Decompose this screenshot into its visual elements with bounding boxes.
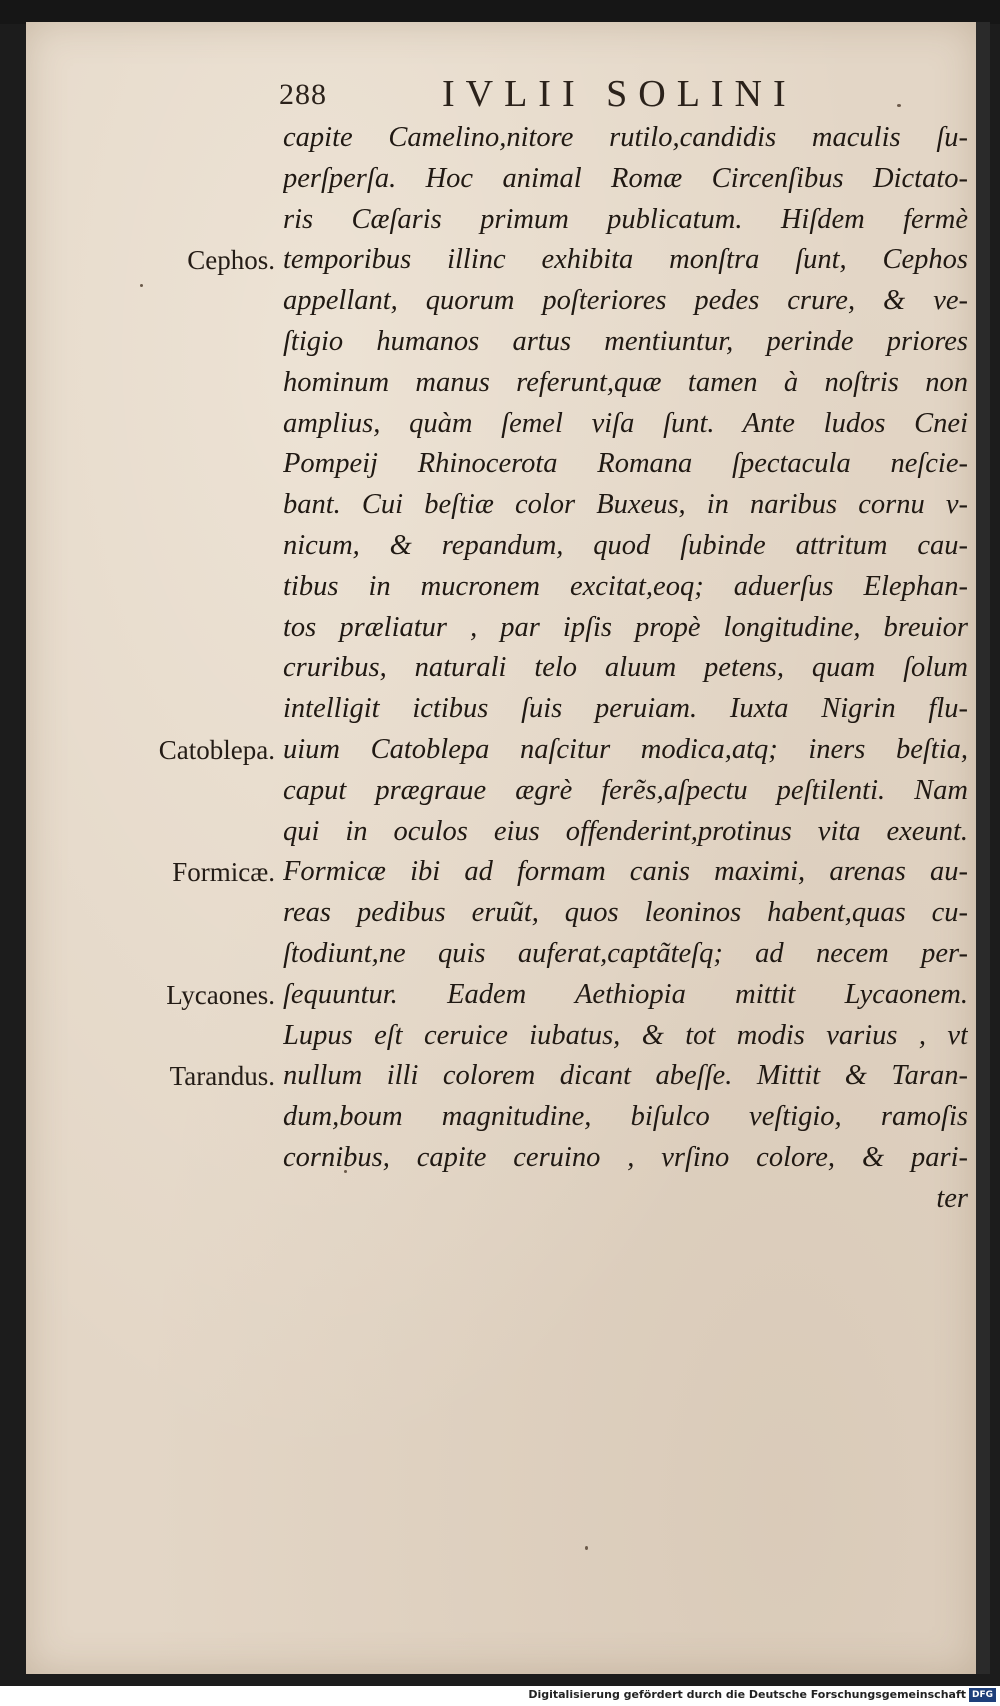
text-line: nicum, & repandum, quod ſubinde attritum cau- xyxy=(283,529,968,561)
ink-speck xyxy=(897,104,901,107)
text-line: bant. Cui beſtiæ color Buxeus, in naribus cornu v- xyxy=(283,489,968,521)
text-line: ſequuntur. Eadem Aethiopia mittit Lycaonem. xyxy=(283,978,968,1010)
text-line: amplius, quàm ſemel viſa ſunt. Ante ludos Cnei xyxy=(283,407,968,439)
text-line: perſperſa. Hoc animal Romæ Circenſibus Dictato- xyxy=(283,162,968,194)
text-line: appellant, quorum poſteriores pedes crure, & ve- xyxy=(283,285,968,317)
text-line: Pompeij Rhinocerota Romana ſpectacula neſcie- xyxy=(283,448,968,480)
text-line: hominum manus referunt,quæ tamen à noſtris non xyxy=(283,366,968,398)
marginal-note: Lycaones. xyxy=(166,979,275,1010)
ink-speck xyxy=(585,1546,588,1550)
scan-border-top xyxy=(0,0,1000,24)
ink-speck xyxy=(140,284,143,287)
dfg-logo-icon: DFG xyxy=(969,1688,996,1702)
text-line: nullum illi colorem dicant abeſſe. Mittit & Taran- xyxy=(283,1060,968,1092)
marginal-note: Formicæ. xyxy=(172,857,275,888)
text-line: tos præliatur , par ipſis propè longitudine, breuior xyxy=(283,611,968,643)
page-number: 288 xyxy=(279,78,327,111)
text-line: cornibus, capite ceruino , vrſino colore, & pari- xyxy=(283,1141,968,1173)
text-line: ter xyxy=(936,1182,968,1214)
text-line: Lupus eſt ceruice iubatus, & tot modis varius , vt xyxy=(283,1019,968,1051)
marginal-note: Tarandus. xyxy=(169,1061,275,1092)
scan-border-right xyxy=(976,22,990,1674)
running-head xyxy=(279,72,839,118)
text-line: Formicæ ibi ad formam canis maximi, arenas au- xyxy=(283,856,968,888)
running-title: IVLII SOLINI xyxy=(442,73,797,115)
text-line: caput prægraue ægrè ferẽs,aſpectu peſtilenti. Nam xyxy=(283,774,968,806)
marginal-note: Cephos. xyxy=(187,245,275,276)
text-line: temporibus illinc exhibita monſtra ſunt, Cephos xyxy=(283,244,968,276)
text-line: uium Catoblepa naſcitur modica,atq; iners beſtia, xyxy=(283,733,968,765)
text-line: cruribus, naturali telo aluum petens, quam ſolum xyxy=(283,652,968,684)
footer-bar xyxy=(0,1686,1000,1706)
text-line: tibus in mucronem excitat,eoq; aduerſus Elephan- xyxy=(283,570,968,602)
text-line: reas pedibus eruũt, quos leoninos habent,quas cu- xyxy=(283,897,968,929)
text-line: ris Cæſaris primum publicatum. Hiſdem fermè xyxy=(283,203,968,235)
footer-credit: Digitalisierung gefördert durch die Deutsche Forschungsgemeinschaft xyxy=(528,1688,966,1701)
text-line: qui in oculos eius offenderint,protinus vita exeunt. xyxy=(283,815,968,847)
text-line: ſtodiunt,ne quis auferat,captãteſq; ad necem per- xyxy=(283,937,968,969)
text-line: intelligit ictibus ſuis peruiam. Iuxta Nigrin flu- xyxy=(283,693,968,725)
marginal-note: Catoblepa. xyxy=(158,735,275,765)
body-text xyxy=(283,118,968,1220)
text-line: capite Camelino,nitore rutilo,candidis maculis ſu- xyxy=(283,122,968,153)
text-line: ſtigio humanos artus mentiuntur, perinde priores xyxy=(283,325,968,357)
text-line: dum,boum magnitudine, biſulco veſtigio, ramoſis xyxy=(283,1101,968,1133)
